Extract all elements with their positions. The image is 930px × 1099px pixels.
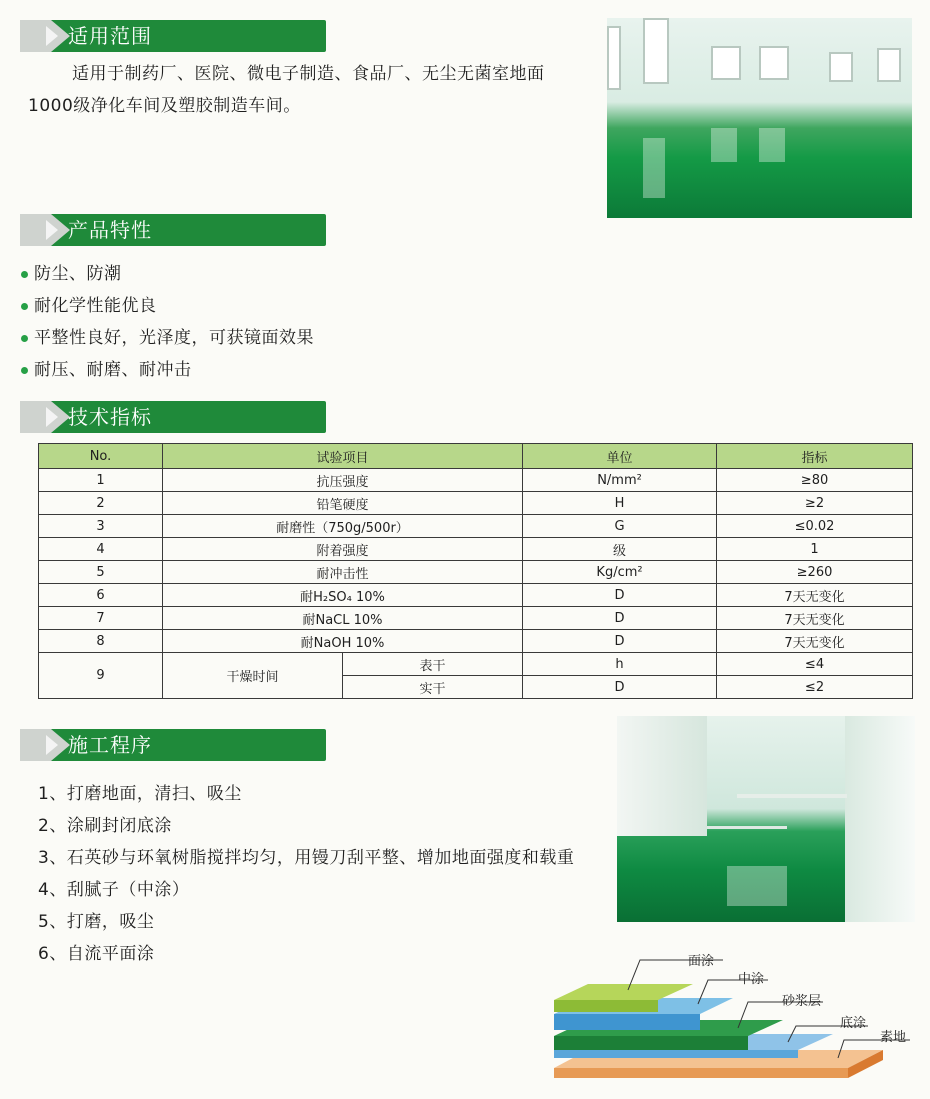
cleanroom-floor-photo bbox=[607, 18, 912, 218]
window bbox=[607, 26, 621, 90]
cell-value: ≤0.02 bbox=[717, 515, 913, 538]
layer-primer-front bbox=[554, 1050, 798, 1058]
cell-item: 附着强度 bbox=[163, 538, 523, 561]
cell-value: 7天无变化 bbox=[717, 630, 913, 653]
table-row bbox=[39, 653, 913, 676]
workbench bbox=[737, 794, 847, 798]
procedure-steps bbox=[38, 778, 574, 970]
cell-item: 耐NaOH 10% bbox=[163, 630, 523, 653]
layer-top-front bbox=[554, 1000, 658, 1012]
section-title-procedure: 施工程序 bbox=[68, 733, 152, 757]
cell-unit: D bbox=[523, 607, 717, 630]
cell-no: 7 bbox=[39, 607, 163, 630]
cell-item: 抗压强度 bbox=[163, 469, 523, 492]
floor-reflection bbox=[759, 128, 785, 162]
chevron-right-icon bbox=[20, 401, 70, 433]
cell-value: ≤2 bbox=[717, 676, 913, 699]
table-row bbox=[39, 515, 913, 538]
section-header-procedure bbox=[20, 729, 326, 761]
layer-mortar-front bbox=[554, 1036, 748, 1050]
window bbox=[759, 46, 789, 80]
cell-subitem: 表干 bbox=[343, 653, 523, 676]
layer-label-middle: 中涂 bbox=[738, 972, 765, 987]
cell-no: 6 bbox=[39, 584, 163, 607]
cell-value: ≥80 bbox=[717, 469, 913, 492]
window bbox=[877, 48, 901, 82]
left-wall bbox=[617, 716, 707, 836]
scope-line-2: 1000级净化车间及塑胶制造车间。 bbox=[28, 96, 301, 116]
cell-no: 2 bbox=[39, 492, 163, 515]
feature-item: 防尘、防潮 bbox=[20, 258, 314, 290]
step-item: 1、打磨地面，清扫、吸尘 bbox=[38, 784, 242, 804]
cell-item: 耐NaCL 10% bbox=[163, 607, 523, 630]
col-header-no: No. bbox=[39, 444, 163, 469]
cell-item: 耐磨性（750g/500r） bbox=[163, 515, 523, 538]
layer-base-front bbox=[554, 1068, 848, 1078]
right-wall bbox=[845, 716, 915, 922]
cell-unit: H bbox=[523, 492, 717, 515]
cell-unit: G bbox=[523, 515, 717, 538]
feature-item: 平整性良好，光泽度，可获镜面效果 bbox=[20, 322, 314, 354]
spec-table bbox=[38, 443, 913, 699]
cell-value: ≥260 bbox=[717, 561, 913, 584]
floor-reflection bbox=[727, 866, 787, 906]
cell-unit: D bbox=[523, 676, 717, 699]
cell-unit: h bbox=[523, 653, 717, 676]
cell-no: 8 bbox=[39, 630, 163, 653]
corridor-floor-photo bbox=[617, 716, 915, 922]
layer-label-top: 面涂 bbox=[688, 954, 715, 969]
section-header-specs bbox=[20, 401, 326, 433]
table-row bbox=[39, 584, 913, 607]
section-title-scope: 适用范围 bbox=[68, 24, 152, 48]
step-item: 5、打磨，吸尘 bbox=[38, 912, 155, 932]
chevron-right-icon bbox=[20, 214, 70, 246]
cell-unit: 级 bbox=[523, 538, 717, 561]
step-item: 3、石英砂与环氧树脂搅拌均匀，用镘刀刮平整、增加地面强度和载重 bbox=[38, 848, 575, 868]
cell-item: 耐H₂SO₄ 10% bbox=[163, 584, 523, 607]
chevron-right-icon bbox=[20, 729, 70, 761]
cell-value: ≥2 bbox=[717, 492, 913, 515]
feature-item: 耐压、耐磨、耐冲击 bbox=[20, 354, 314, 386]
step-item: 6、自流平面涂 bbox=[38, 944, 155, 964]
floor-reflection bbox=[711, 128, 737, 162]
window bbox=[829, 52, 853, 82]
cell-value: ≤4 bbox=[717, 653, 913, 676]
cell-item: 铅笔硬度 bbox=[163, 492, 523, 515]
col-header-value: 指标 bbox=[717, 444, 913, 469]
cell-unit: D bbox=[523, 584, 717, 607]
window bbox=[643, 18, 669, 84]
feature-item: 耐化学性能优良 bbox=[20, 290, 314, 322]
cell-item: 干燥时间 bbox=[163, 653, 343, 699]
cell-value: 7天无变化 bbox=[717, 607, 913, 630]
layer-label-base: 素地 bbox=[880, 1030, 907, 1045]
cell-unit: D bbox=[523, 630, 717, 653]
section-header-features bbox=[20, 214, 326, 246]
table-header-row bbox=[39, 444, 913, 469]
layer-top-top bbox=[554, 984, 693, 1000]
table-row bbox=[39, 492, 913, 515]
cell-no: 1 bbox=[39, 469, 163, 492]
scope-line-1: 适用于制药厂、医院、微电子制造、食品厂、无尘无菌室地面 bbox=[72, 64, 545, 84]
cell-no: 4 bbox=[39, 538, 163, 561]
floor-layer-diagram bbox=[548, 950, 918, 1085]
layer-label-mortar: 砂浆层 bbox=[782, 994, 822, 1009]
cell-subitem: 实干 bbox=[343, 676, 523, 699]
cell-no: 3 bbox=[39, 515, 163, 538]
col-header-unit: 单位 bbox=[523, 444, 717, 469]
cell-unit: N/mm² bbox=[523, 469, 717, 492]
cell-no: 9 bbox=[39, 653, 163, 699]
layer-label-primer: 底涂 bbox=[840, 1016, 867, 1031]
layer-middle-front bbox=[554, 1014, 700, 1030]
step-item: 2、涂刷封闭底涂 bbox=[38, 816, 172, 836]
table-row bbox=[39, 561, 913, 584]
section-title-features: 产品特性 bbox=[68, 218, 152, 242]
table-row bbox=[39, 607, 913, 630]
col-header-item: 试验项目 bbox=[163, 444, 523, 469]
floor-reflection bbox=[643, 138, 665, 198]
table-row bbox=[39, 469, 913, 492]
section-header-scope bbox=[20, 20, 326, 52]
workbench bbox=[707, 826, 787, 829]
cell-unit: Kg/cm² bbox=[523, 561, 717, 584]
window bbox=[711, 46, 741, 80]
cell-no: 5 bbox=[39, 561, 163, 584]
section-title-specs: 技术指标 bbox=[68, 405, 152, 429]
table-row bbox=[39, 538, 913, 561]
cell-value: 7天无变化 bbox=[717, 584, 913, 607]
cell-value: 1 bbox=[717, 538, 913, 561]
feature-list bbox=[20, 258, 314, 386]
chevron-right-icon bbox=[20, 20, 70, 52]
table-row bbox=[39, 630, 913, 653]
cell-item: 耐冲击性 bbox=[163, 561, 523, 584]
step-item: 4、刮腻子（中涂） bbox=[38, 880, 190, 900]
